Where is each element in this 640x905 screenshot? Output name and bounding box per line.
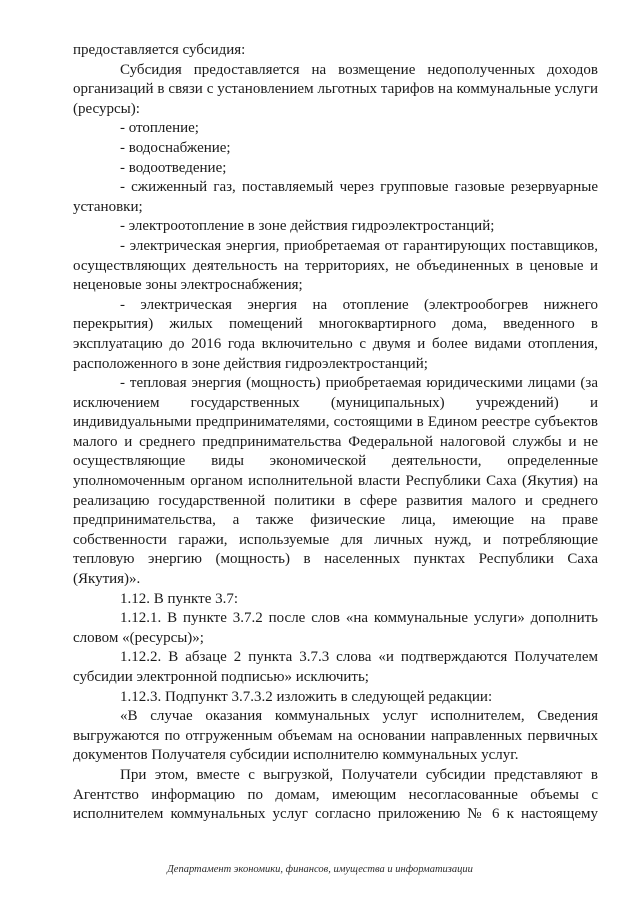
paragraph: 1.12. В пункте 3.7:	[120, 590, 239, 607]
paragraph: 1.12.2. В абзаце 2 пункта 3.7.3 слова «и подтверждаются Получателем субсидии электронной подписью» исключить;	[73, 649, 598, 685]
paragraph: Субсидия предоставляется на возмещение недополученных доходов организаций в связи с установлением льготных тарифов на коммунальные услуги (ресурсы):	[73, 61, 598, 117]
paragraph: предоставляется субсидия:	[73, 42, 246, 58]
paragraph: 1.12.3. Подпункт 3.7.3.2 изложить в следующей редакции:	[120, 688, 493, 705]
list-item: - электроотопление в зоне действия гидроэлектростанций;	[120, 218, 495, 235]
list-item: - водоотведение;	[120, 159, 227, 176]
paragraph: «В случае оказания коммунальных услуг исполнителем, Сведения выгружаются по отгруженным объемам на основании направленных первичных документов Получателя субсидии исполнителю коммунальных услуг.	[73, 708, 598, 764]
list-item: - водоснабжение;	[120, 139, 231, 156]
paragraph: При этом, вместе с выгрузкой, Получатели субсидии представляют в Агентство информацию по домам, имеющим несогласованные объемы с исполнителем коммунальных услуг согласно приложению № 6 к настоящему	[73, 766, 598, 823]
list-item: - электрическая энергия на отопление (электрообогрев нижнего перекрытия) жилых помещений многоквартирного дома, введенного в эксплуатацию до 2016 года включительно с двумя и более видами отопления, расположенного в зоне действия гидроэлектростанций;	[73, 296, 598, 372]
list-item: - электрическая энергия, приобретаемая от гарантирующих поставщиков, осуществляющих деятельность на территориях, не объединенных в ценовые и неценовые зоны электроснабжения;	[73, 237, 598, 294]
page-footer: Департамент экономики, финансов, имущества и информатизации	[167, 864, 473, 875]
list-item: - тепловая энергия (мощность) приобретаемая юридическими лицами (за исключением государственных (муниципальных) учреждений) и индивидуальными предпринимателями, состоящими в Едином реестре субъектов малого и среднего предпринимательства Федеральной налоговой службы и не осуществляющие виды экономической деятельности, определенные уполномоченным органом исполнительной власти Республики Саха (Якутия) на реализацию государственной политики в сфере развития малого и среднего предпринимательства, а также физические лица, имеющие на праве собственности гаражи, используемые для личных нужд, и потребляющие тепловую энергию (мощность) в населенных пунктах Республики Саха (Якутия)».	[73, 375, 598, 588]
list-item: - отопление;	[120, 120, 199, 137]
list-item: - сжиженный газ, поставляемый через групповые газовые резервуарные установки;	[73, 179, 598, 215]
paragraph: 1.12.1. В пункте 3.7.2 после слов «на коммунальные услуги» дополнить словом «(ресурсы)»;	[73, 610, 598, 646]
document-body	[73, 41, 598, 825]
